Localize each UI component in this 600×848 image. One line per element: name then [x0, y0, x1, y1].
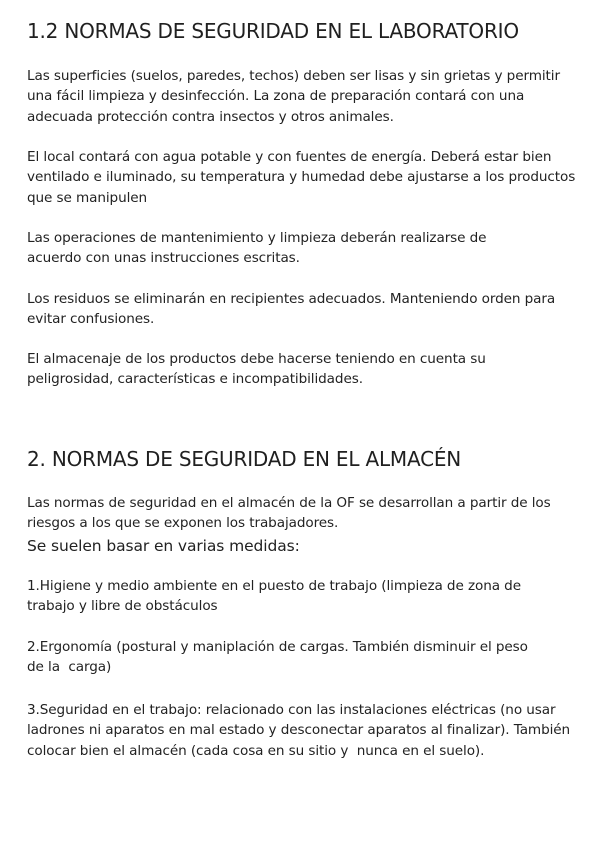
section-2-item-1: 1.Higiene y medio ambiente en el puesto de trabajo (limpieza de zona de trabajo y libre de obstáculos [27, 578, 521, 615]
section-1-paragraph-4: Los residuos se eliminarán en recipientes adecuados. Manteniendo orden para evitar confusiones. [27, 291, 556, 328]
section-2-heading: 2. NORMAS DE SEGURIDAD EN EL ALMACÉN [27, 447, 462, 471]
section-2-item-2: 2.Ergonomía (postural y maniplación de cargas. También disminuir el peso de la carga) [27, 639, 528, 676]
section-1-heading: 1.2 NORMAS DE SEGURIDAD EN EL LABORATORIO [27, 19, 519, 43]
section-1-paragraph-3: Las operaciones de mantenimiento y limpieza deberán realizarse de acuerdo con unas instrucciones escritas. [27, 230, 487, 267]
section-1-paragraph-2: El local contará con agua potable y con fuentes de energía. Deberá estar bien ventilado e iluminado, su temperatura y humedad debe ajustarse a los productos que se manipulen [27, 149, 576, 206]
section-2-item-3: 3.Seguridad en el trabajo: relacionado con las instalaciones eléctricas (no usar ladrones ni aparatos en mal estado y desconectar aparatos al finalizar). También colocar bien el almacén (cada cosa en su sitio y nunca en el suelo). [27, 702, 571, 759]
section-2-intro: Las normas de seguridad en el almacén de la OF se desarrollan a partir de los riesgos a los que se exponen los trabajadores. [27, 495, 551, 532]
section-1-paragraph-5: El almacenaje de los productos debe hacerse teniendo en cuenta su peligrosidad, características e incompatibilidades. [27, 351, 486, 388]
section-1-paragraph-1: Las superficies (suelos, paredes, techos) deben ser lisas y sin grietas y permitir una fácil limpieza y desinfección. La zona de preparación contará con una adecuada protección contra insectos y otros animales. [27, 68, 560, 125]
section-2-intro-note: Se suelen basar en varias medidas: [27, 537, 300, 555]
